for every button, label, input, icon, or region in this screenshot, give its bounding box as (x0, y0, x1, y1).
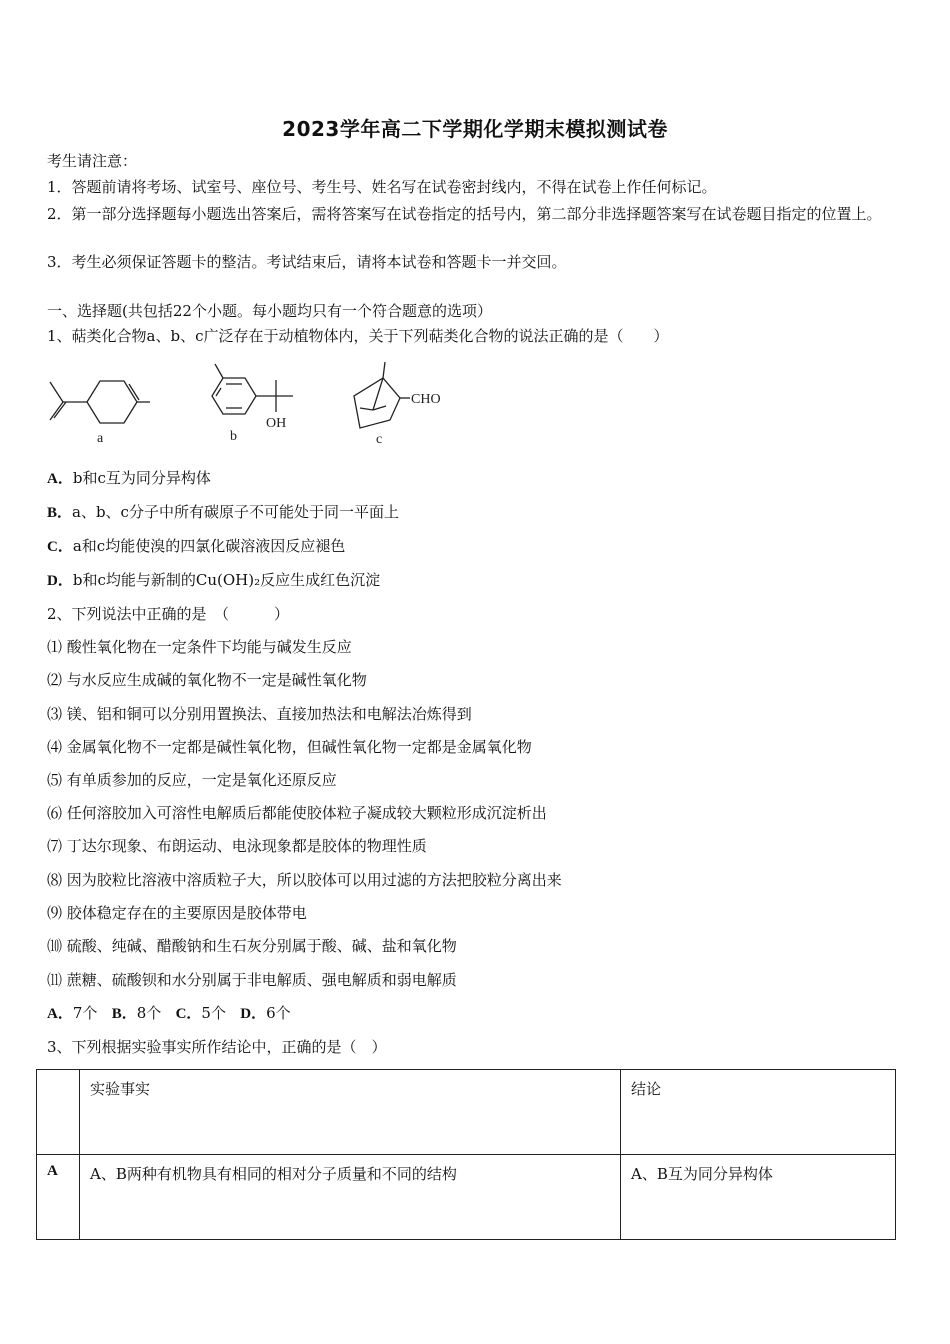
label-a: a (97, 431, 104, 446)
q2-statement-7: ⑺ 丁达尔现象、布朗运动、电泳现象都是胶体的物理性质 (47, 837, 427, 855)
cho-label: CHO (411, 392, 441, 407)
q1-option-d: D．b和c均能与新制的Cu(OH)₂反应生成红色沉淀 (47, 571, 381, 589)
structure-c (354, 362, 410, 428)
table-cell (37, 1070, 80, 1155)
q2-options: A．7个 B．8个 C．5个 D．6个 (47, 1004, 291, 1022)
notice-item-2: 2．第一部分选择题每小题选出答案后，需将答案写在试卷指定的括号内，第二部分非选择题答案写在试卷题目指定的位置上。 (47, 205, 882, 223)
q2-statement-4: ⑷ 金属氧化物不一定都是碱性氧化物，但碱性氧化物一定都是金属氧化物 (47, 738, 532, 756)
q1-stem: 1、萜类化合物a、b、c广泛存在于动植物体内，关于下列萜类化合物的说法正确的是（ ） (47, 327, 669, 345)
section-heading: 一、选择题(共包括22个小题。每小题均只有一个符合题意的选项） (47, 302, 492, 320)
notice-item-3: 3．考生必须保证答题卡的整洁。考试结束后，请将本试卷和答题卡一并交回。 (47, 253, 567, 271)
q1-option-a: A．b和c互为同分异构体 (47, 469, 211, 487)
table-cell-conclusion: A、B互为同分异构体 (621, 1155, 896, 1240)
q2-statement-9: ⑼ 胶体稳定存在的主要原因是胶体带电 (47, 904, 307, 922)
page-title: 2023学年高二下学期化学期末模拟测试卷 (282, 117, 668, 141)
q3-stem: 3、下列根据实验事实所作结论中，正确的是（ ） (47, 1038, 387, 1056)
label-c: c (376, 432, 383, 447)
table-header-row (37, 1070, 896, 1155)
table-header-fact: 实验事实 (80, 1070, 621, 1155)
q2-statement-8: ⑻ 因为胶粒比溶液中溶质粒子大，所以胶体可以用过滤的方法把胶粒分离出来 (47, 871, 562, 889)
structure-b (212, 364, 293, 414)
notice-item-1: 1．答题前请将考场、试室号、座位号、考生号、姓名写在试卷密封线内，不得在试卷上作任何标记。 (47, 178, 717, 196)
oh-label: OH (266, 416, 287, 431)
label-b: b (230, 429, 237, 444)
q2-statement-6: ⑹ 任何溶胶加入可溶性电解质后都能使胶体粒子凝成较大颗粒形成沉淀析出 (47, 804, 547, 822)
q1-structures (40, 358, 460, 450)
q3-table (36, 1069, 896, 1240)
q2-statement-10: ⑽ 硫酸、纯碱、醋酸钠和生石灰分别属于酸、碱、盐和氧化物 (47, 937, 457, 955)
table-row (37, 1155, 896, 1240)
table-cell-option: A (37, 1155, 80, 1240)
q2-stem: 2、下列说法中正确的是 （ ） (47, 605, 290, 623)
q2-statement-1: ⑴ 酸性氧化物在一定条件下均能与碱发生反应 (47, 638, 352, 656)
notice-heading: 考生请注意： (47, 152, 138, 170)
q2-statement-11: ⑾ 蔗糖、硫酸钡和水分别属于非电解质、强电解质和弱电解质 (47, 971, 457, 989)
q1-option-c: C．a和c均能使溴的四氯化碳溶液因反应褪色 (47, 537, 346, 555)
q2-statement-3: ⑶ 镁、铝和铜可以分别用置换法、直接加热法和电解法冶炼得到 (47, 705, 472, 723)
table-header-conclusion: 结论 (621, 1070, 896, 1155)
q2-statement-2: ⑵ 与水反应生成碱的氧化物不一定是碱性氧化物 (47, 671, 367, 689)
structure-a (50, 381, 150, 423)
q2-statement-5: ⑸ 有单质参加的反应，一定是氧化还原反应 (47, 771, 337, 789)
table-cell-fact: A、B两种有机物具有相同的相对分子质量和不同的结构 (80, 1155, 621, 1240)
q1-option-b: B．a、b、c分子中所有碳原子不可能处于同一平面上 (47, 503, 399, 521)
